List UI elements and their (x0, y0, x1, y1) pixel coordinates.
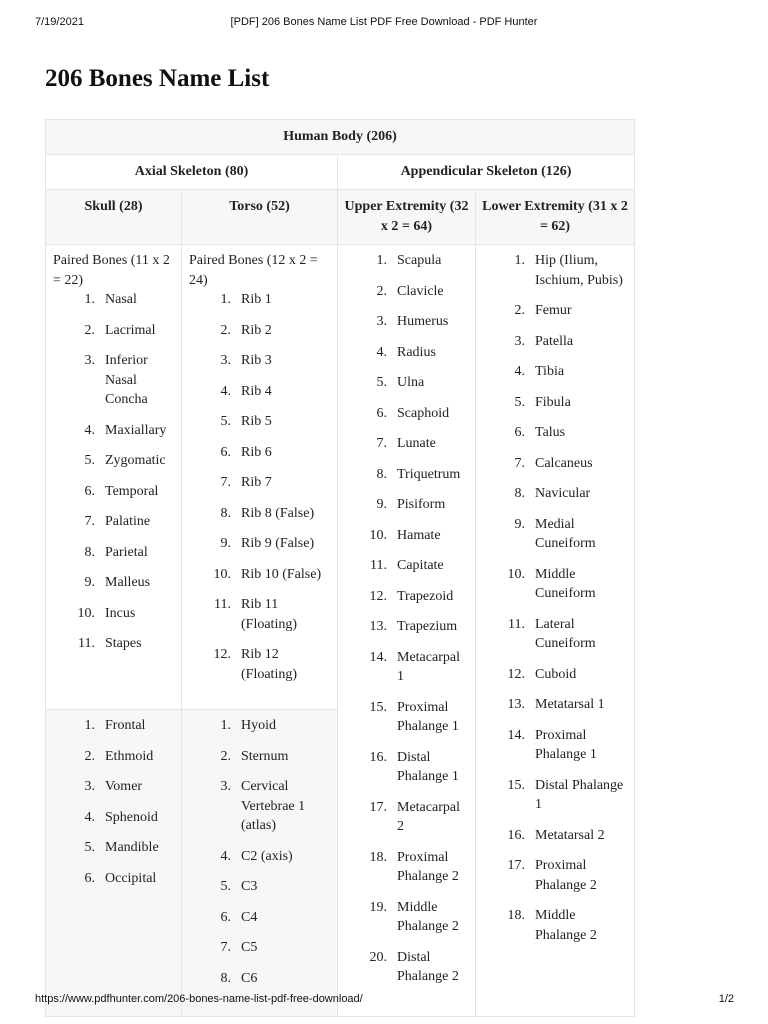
list-item-number: 2. (84, 748, 95, 764)
bone-name: C2 (axis) (241, 848, 293, 864)
list-item (53, 716, 175, 736)
bone-name: Ulna (397, 375, 425, 390)
list-item-number: 10. (507, 566, 525, 582)
list-item (345, 798, 469, 837)
torso-paired-list (189, 290, 331, 684)
bone-name: Frontal (105, 718, 146, 733)
list-item (53, 421, 175, 441)
list-item-number: 19. (369, 899, 387, 915)
list-item-number: 5. (220, 879, 231, 894)
bone-name: Rib 4 (241, 383, 272, 399)
list-item (189, 716, 331, 736)
bone-name: Palatine (105, 514, 151, 529)
list-item-number: 3. (84, 353, 95, 368)
list-item (345, 948, 469, 987)
page-title: 206 Bones Name List (45, 65, 270, 92)
list-item-number: 17. (369, 799, 387, 815)
list-item (189, 290, 331, 310)
list-item-number: 14. (369, 649, 387, 665)
bone-name: Rib 8 (False) (241, 505, 315, 521)
list-item-number: 9. (514, 516, 525, 532)
list-item (345, 312, 469, 332)
bone-name: Middle Phalange 2 (535, 908, 597, 943)
torso-paired-intro: Paired Bones (12 x 2 = 24) (189, 253, 318, 288)
list-item-number: 11. (508, 616, 525, 632)
bone-name: Sternum (241, 748, 289, 764)
print-footer-url: https://www.pdfhunter.com/206-bones-name-list-pdf-free-download/ (35, 993, 363, 1005)
list-item (189, 847, 331, 867)
bone-name: Sphenoid (105, 809, 158, 825)
list-item-number: 10. (213, 566, 231, 582)
list-item (483, 906, 628, 945)
list-item-number: 5. (220, 414, 231, 429)
list-item-number: 6. (376, 405, 387, 421)
list-item-number: 7. (376, 436, 387, 451)
list-item (189, 877, 331, 897)
list-item (189, 443, 331, 463)
bone-name: Radius (397, 344, 436, 360)
list-item (345, 404, 469, 424)
bone-name: Proximal Phalange 2 (397, 849, 459, 884)
list-item (483, 362, 628, 382)
list-item-number: 2. (220, 748, 231, 764)
list-item (189, 412, 331, 432)
bones-table (45, 119, 635, 1017)
skull-paired-intro: Paired Bones (11 x 2 = 22) (53, 253, 170, 288)
bone-name: Rib 12 (Floating) (241, 647, 297, 682)
list-item (345, 434, 469, 454)
list-item (189, 645, 331, 684)
list-item-number: 3. (514, 333, 525, 349)
bone-name: Malleus (105, 575, 151, 590)
list-item-number: 15. (507, 777, 525, 793)
bone-name: Mandible (105, 840, 159, 855)
list-item (53, 290, 175, 310)
bone-name: Proximal Phalange 1 (535, 727, 597, 762)
upper-extremity-header: Upper Extremity (32 x 2 = 64) (338, 190, 476, 245)
list-item-number: 13. (369, 619, 387, 634)
bone-name: Scapula (397, 253, 442, 268)
bone-name: Distal Phalange 1 (397, 749, 459, 784)
list-item-number: 2. (84, 322, 95, 338)
list-item-number: 5. (514, 394, 525, 410)
list-item-number: 3. (84, 779, 95, 794)
bone-name: C6 (241, 970, 258, 986)
list-item (483, 565, 628, 604)
bone-name: Inferior Nasal Concha (105, 353, 148, 407)
list-item (345, 617, 469, 637)
list-item-number: 12. (369, 588, 387, 604)
list-item (53, 808, 175, 828)
bone-name: Medial Cuneiform (535, 516, 596, 551)
bone-name: Navicular (535, 486, 591, 501)
bone-name: Rib 2 (241, 322, 272, 338)
list-item-number: 1. (84, 292, 95, 307)
list-item-number: 10. (369, 527, 387, 543)
bone-name: Capitate (397, 558, 444, 573)
list-item-number: 1. (376, 253, 387, 268)
list-item-number: 13. (507, 697, 525, 712)
list-item (345, 373, 469, 393)
list-item-number: 4. (376, 344, 387, 360)
bone-name: Metatarsal 2 (535, 827, 605, 843)
list-item-number: 15. (369, 699, 387, 715)
list-item-number: 9. (220, 536, 231, 551)
bone-name: Rib 10 (False) (241, 566, 322, 582)
list-item (345, 587, 469, 607)
list-item (345, 526, 469, 546)
list-item-number: 9. (84, 575, 95, 590)
list-item (53, 777, 175, 797)
bone-name: Cervical Vertebrae 1 (atlas) (241, 779, 306, 833)
list-item (483, 251, 628, 290)
list-item (189, 321, 331, 341)
list-item-number: 3. (220, 779, 231, 794)
bone-name: Calcaneus (535, 455, 593, 471)
upper-extremity-cell (338, 245, 476, 1017)
list-item (483, 301, 628, 321)
print-page-number: 1/2 (718, 993, 734, 1005)
list-item-number: 4. (220, 383, 231, 399)
list-item-number: 6. (84, 483, 95, 499)
skull-header: Skull (28) (46, 190, 182, 245)
list-item (345, 282, 469, 302)
list-item (345, 343, 469, 363)
bone-name: Talus (535, 425, 566, 440)
list-item (189, 595, 331, 634)
print-date: 7/19/2021 (35, 16, 84, 28)
list-item-number: 12. (507, 666, 525, 682)
list-item (189, 534, 331, 554)
list-item (189, 351, 331, 371)
list-item-number: 11. (214, 597, 231, 612)
list-item-number: 18. (507, 908, 525, 923)
list-item-number: 17. (507, 858, 525, 873)
bone-name: C4 (241, 909, 258, 925)
list-item (53, 321, 175, 341)
list-item-number: 6. (220, 444, 231, 460)
list-item-number: 11. (78, 636, 95, 651)
bone-name: Rib 3 (241, 353, 272, 368)
list-item (483, 423, 628, 443)
list-item-number: 5. (376, 375, 387, 390)
list-item (53, 869, 175, 889)
list-item (189, 565, 331, 585)
upper-extremity-list (345, 251, 469, 987)
list-item (345, 748, 469, 787)
list-item (53, 604, 175, 624)
list-item (345, 251, 469, 271)
torso-single-cell (182, 710, 338, 1017)
list-item-number: 2. (220, 322, 231, 338)
bone-name: Ethmoid (105, 748, 154, 764)
list-item-number: 8. (376, 466, 387, 482)
bone-name: C3 (241, 879, 258, 894)
list-item-number: 4. (84, 422, 95, 438)
bone-name: Pisiform (397, 497, 446, 512)
bone-name: Trapezium (397, 619, 458, 634)
list-item-number: 1. (514, 253, 525, 268)
bone-name: Humerus (397, 314, 449, 329)
bone-name: Rib 6 (241, 444, 272, 460)
list-item (53, 838, 175, 858)
bone-name: Rib 1 (241, 292, 272, 307)
list-item (483, 454, 628, 474)
bone-name: Temporal (105, 483, 159, 499)
list-item-number: 7. (220, 475, 231, 490)
list-item (189, 908, 331, 928)
bone-name: Proximal Phalange 1 (397, 699, 459, 734)
list-item (345, 556, 469, 576)
list-item-number: 8. (220, 970, 231, 986)
list-item-number: 4. (514, 364, 525, 379)
bone-name: Patella (535, 333, 574, 349)
bone-name: Fibula (535, 394, 571, 410)
list-item-number: 16. (369, 749, 387, 765)
list-item-number: 3. (220, 353, 231, 368)
bone-name: Metatarsal 1 (535, 697, 605, 712)
list-item (53, 543, 175, 563)
bone-name: Rib 11 (Floating) (241, 597, 297, 632)
list-item (483, 484, 628, 504)
bone-name: Triquetrum (397, 466, 461, 482)
bone-name: Lunate (397, 436, 436, 451)
skull-single-cell (46, 710, 182, 1017)
bone-name: Proximal Phalange 2 (535, 858, 597, 893)
list-item-number: 14. (507, 727, 525, 743)
list-item-number: 4. (220, 848, 231, 864)
list-item-number: 6. (84, 870, 95, 886)
bone-name: Middle Cuneiform (535, 566, 596, 601)
list-item (483, 726, 628, 765)
axial-skeleton-header: Axial Skeleton (80) (46, 155, 338, 190)
list-item (189, 938, 331, 958)
list-item-number: 7. (220, 940, 231, 955)
list-item-number: 6. (220, 909, 231, 925)
bone-name: Parietal (105, 544, 148, 560)
bone-name: Incus (105, 605, 136, 621)
list-item (189, 747, 331, 767)
list-item (345, 698, 469, 737)
list-item (483, 615, 628, 654)
list-item (345, 898, 469, 937)
list-item (189, 969, 331, 989)
list-item-number: 7. (514, 455, 525, 471)
torso-header: Torso (52) (182, 190, 338, 245)
list-item (483, 695, 628, 715)
bone-name: Hip (Ilium, Ischium, Pubis) (535, 253, 623, 288)
list-item-number: 4. (84, 809, 95, 825)
bone-name: Maxiallary (105, 422, 167, 438)
bone-name: Hamate (397, 527, 441, 543)
bone-name: Rib 7 (241, 475, 272, 490)
torso-single-list (189, 716, 331, 988)
list-item (345, 648, 469, 687)
bone-name: Cuboid (535, 666, 577, 682)
list-item-number: 9. (376, 497, 387, 512)
list-item-number: 12. (213, 647, 231, 662)
bone-name: Tibia (535, 364, 565, 379)
lower-extremity-cell (476, 245, 635, 1017)
list-item-number: 8. (84, 544, 95, 560)
bone-name: Rib 5 (241, 414, 272, 429)
list-item (483, 776, 628, 815)
appendicular-skeleton-header: Appendicular Skeleton (126) (338, 155, 635, 190)
list-item-number: 3. (376, 314, 387, 329)
list-item (483, 515, 628, 554)
list-item-number: 18. (369, 849, 387, 865)
list-item-number: 1. (220, 292, 231, 307)
list-item (189, 777, 331, 836)
list-item (483, 665, 628, 685)
skull-single-list (53, 716, 175, 888)
list-item (189, 382, 331, 402)
list-item-number: 8. (514, 486, 525, 501)
bone-name: Nasal (105, 292, 137, 307)
list-item (483, 826, 628, 846)
list-item (483, 332, 628, 352)
list-item (483, 856, 628, 895)
bone-name: C5 (241, 940, 258, 955)
list-item-number: 7. (84, 514, 95, 529)
list-item (53, 573, 175, 593)
bone-name: Occipital (105, 870, 157, 886)
list-item-number: 1. (220, 718, 231, 733)
list-item (53, 634, 175, 654)
bone-name: Lateral Cuneiform (535, 616, 596, 651)
skull-paired-cell (46, 245, 182, 710)
bone-name: Zygomatic (105, 453, 166, 468)
list-item-number: 8. (220, 505, 231, 521)
skull-paired-list (53, 290, 175, 654)
bone-name: Metacarpal 2 (397, 799, 460, 834)
bone-name: Distal Phalange 1 (535, 777, 624, 812)
bone-name: Middle Phalange 2 (397, 899, 459, 934)
list-item-number: 11. (370, 558, 387, 573)
bone-name: Rib 9 (False) (241, 536, 315, 551)
list-item-number: 2. (376, 283, 387, 299)
bone-name: Clavicle (397, 283, 444, 299)
bone-name: Stapes (105, 636, 142, 651)
list-item-number: 5. (84, 453, 95, 468)
bone-name: Distal Phalange 2 (397, 949, 459, 984)
list-item-number: 1. (84, 718, 95, 733)
list-item (53, 351, 175, 410)
list-item (53, 747, 175, 767)
list-item-number: 6. (514, 425, 525, 440)
list-item (53, 482, 175, 502)
bone-name: Metacarpal 1 (397, 649, 460, 684)
list-item (189, 473, 331, 493)
list-item (345, 465, 469, 485)
bone-name: Lacrimal (105, 322, 156, 338)
list-item-number: 5. (84, 840, 95, 855)
list-item (53, 512, 175, 532)
list-item (53, 451, 175, 471)
list-item (345, 848, 469, 887)
human-body-header: Human Body (206) (46, 120, 635, 155)
list-item-number: 20. (369, 949, 387, 965)
list-item (345, 495, 469, 515)
lower-extremity-header: Lower Extremity (31 x 2 = 62) (476, 190, 635, 245)
list-item (189, 504, 331, 524)
lower-extremity-list (483, 251, 628, 945)
list-item-number: 10. (77, 605, 95, 621)
list-item-number: 2. (514, 303, 525, 318)
bone-name: Scaphoid (397, 405, 450, 421)
list-item (483, 393, 628, 413)
print-header-title: [PDF] 206 Bones Name List PDF Free Download - PDF Hunter (230, 16, 538, 28)
torso-paired-cell (182, 245, 338, 710)
bone-name: Vomer (105, 779, 143, 794)
list-item-number: 16. (507, 827, 525, 843)
bone-name: Hyoid (241, 718, 276, 733)
bone-name: Trapezoid (397, 588, 454, 604)
bone-name: Femur (535, 303, 572, 318)
